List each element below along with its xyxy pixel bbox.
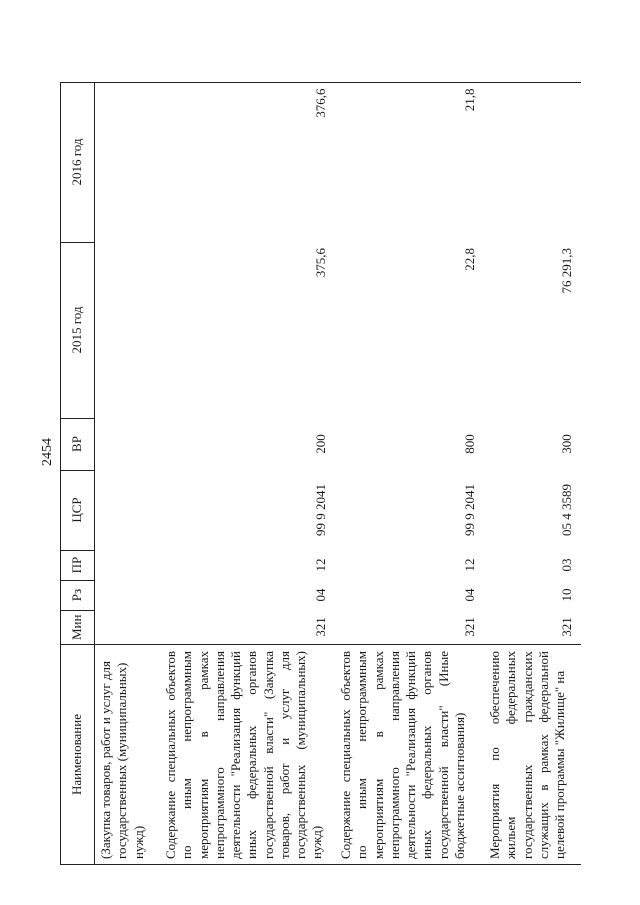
row-min: 321 (312, 617, 328, 637)
header-2016: 2016 год (61, 82, 95, 242)
row-2015 (95, 242, 161, 418)
row-pr: 12 (461, 558, 477, 572)
row-min: 321 (558, 617, 574, 637)
row-csr: 99 9 2041 (312, 484, 328, 537)
row-2015: 76 291,3 (558, 248, 574, 294)
table-row (335, 82, 484, 864)
row-pr: 12 (312, 558, 328, 572)
row-2015: 22,8 (461, 248, 477, 271)
row-name: Содержание специальных объектов по иным непрограммным мероприятиям в рамках непрограммного направления деятельности "Реализация функций иных федеральных органов государственной власти" (Иные бюджетные ассигнования) (335, 645, 484, 865)
header-rz: Рз (61, 580, 95, 610)
header-vr: ВР (61, 418, 95, 470)
row-rz: 04 (312, 588, 328, 602)
row-min: 321 (461, 617, 477, 637)
row-2015: 375,6 (312, 248, 328, 278)
header-csr: ЦСР (61, 470, 95, 550)
header-min: Мин (61, 610, 95, 644)
row-pr (95, 550, 161, 580)
row-name: Содержание специальных объектов по иным непрограммным мероприятиям в рамках непрограммного направления деятельности "Реализация функций иных федеральных органов государственной власти" (Закупка товаров, работ и услуг для государственных (муниципальных) нужд) (160, 645, 335, 865)
row-rz: 04 (461, 588, 477, 602)
row-2016 (95, 82, 161, 242)
table-header-row (61, 82, 95, 864)
table-row (484, 82, 581, 864)
header-pr: ПР (61, 550, 95, 580)
row-min (95, 610, 161, 644)
budget-table (60, 82, 581, 865)
row-name: Мероприятия по обеспечению жильем федеральных государственных гражданских служащих в рамках федеральной целевой программы "Жилище" на (484, 645, 581, 865)
row-csr (95, 470, 161, 550)
row-vr: 200 (312, 434, 328, 454)
row-csr: 05 4 3589 (558, 484, 574, 537)
header-2015: 2015 год (61, 242, 95, 418)
row-2016: 376,6 (160, 82, 335, 242)
row-2016: 21,8 (335, 82, 484, 242)
row-rz (95, 580, 161, 610)
row-vr: 300 (558, 434, 574, 454)
row-vr: 800 (461, 434, 477, 454)
row-csr: 99 9 2041 (461, 484, 477, 537)
table-row (95, 82, 161, 864)
page-number: 2454 (40, 438, 55, 466)
row-rz: 10 (558, 588, 574, 602)
row-name: (Закупка товаров, работ и услуг для государственных (муниципальных) нужд) (95, 645, 161, 865)
header-name: Наименование (61, 645, 95, 865)
row-2016 (484, 82, 581, 242)
row-vr (95, 418, 161, 470)
row-pr: 03 (558, 558, 574, 572)
table-row (160, 82, 335, 864)
